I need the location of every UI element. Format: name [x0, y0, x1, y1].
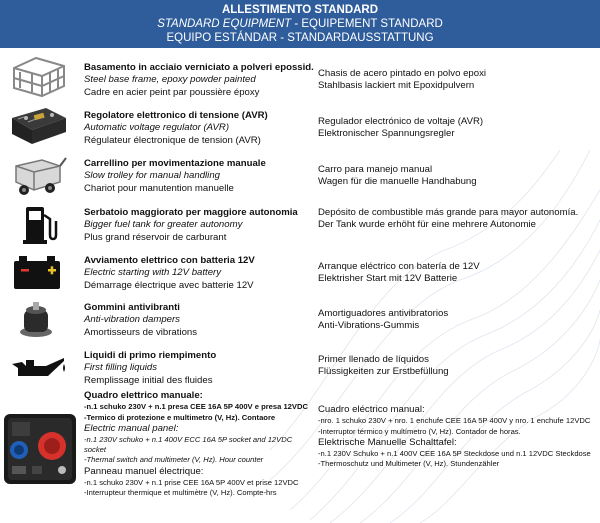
header-banner — [0, 0, 600, 48]
item-title-fr: Plus grand réservoir de carburant — [84, 231, 227, 243]
item-title-fr: Cadre en acier peint par poussière époxy — [84, 86, 260, 98]
list-item — [0, 201, 600, 251]
item-title-en: Anti-vibration dampers — [84, 314, 180, 326]
item-title-en: Bigger fuel tank for greater autonomy — [84, 219, 243, 231]
item-title-es: Carro para manejo manual — [318, 164, 433, 175]
item-title-es: Amortiguadores antivibratorios — [318, 308, 449, 319]
item-title-de: Elektrisher Start mit 12V Batterie — [318, 273, 458, 285]
list-item-panel — [0, 390, 600, 523]
trolley-icon — [6, 154, 70, 198]
item-title-de: Anti-Vibrations-Gummis — [318, 320, 420, 332]
panel-title-de: Elektrische Manuelle Schalttafel: — [318, 436, 457, 448]
panel-line-es-2: -Interruptor térmico y multímetro (V, Hz). Contador de horas. — [318, 426, 521, 436]
panel-title-es: Cuadro eléctrico manual: — [318, 404, 425, 415]
battery-icon — [6, 253, 70, 293]
steel-frame-icon — [6, 52, 70, 98]
oil-can-icon — [6, 350, 70, 388]
item-title-fr: Régulateur électronique de tension (AVR) — [84, 134, 261, 146]
list-item — [0, 346, 600, 390]
item-title-de: Flüssigkeiten zur Erstbefüllung — [318, 366, 449, 378]
item-title-fr: Remplissage initial des fluides — [84, 374, 213, 386]
item-title-en: Electric starting with 12V battery — [84, 267, 222, 279]
item-title-it: Serbatoio maggiorato per maggiore autonomia — [84, 207, 298, 218]
item-title-it: Basamento in acciaio verniciato a polveri epossid. — [84, 62, 314, 73]
panel-line-fr-2: -Interrupteur thermique et multimètre (V, Hz). Compte-hrs — [84, 488, 277, 498]
header-title: ALLESTIMENTO STANDARD — [221, 4, 379, 16]
panel-line-fr-1: -n.1 schuko 230V + n.1 prise CEE 16A 5P 400V et prise 12VDC — [84, 477, 299, 487]
header-subtitle-italic: STANDARD EQUIPMENT — [157, 18, 292, 30]
list-item — [0, 251, 600, 299]
item-title-de: Wagen für die manuelle Handhabung — [318, 176, 477, 188]
avr-icon — [6, 104, 70, 148]
item-title-de: Der Tank wurde erhöht für eine mehrere Autonomie — [318, 219, 536, 231]
item-title-it: Gommini antivibranti — [84, 302, 180, 313]
control-panel-icon — [2, 412, 78, 486]
item-title-fr: Amortisseurs de vibrations — [84, 326, 198, 338]
item-title-fr: Démarrage électrique avec batterie 12V — [84, 279, 254, 291]
panel-line-en-1: -n.1 230V schuko + n.1 400V ECC 16A 5P socket and 12VDC socket — [84, 435, 293, 455]
header-subtitle-2: EQUIPO ESTÁNDAR - STANDARDAUSSTATTUNG — [166, 32, 434, 44]
item-title-en: First filling liquids — [84, 362, 158, 374]
panel-title-fr: Panneau manuel électrique: — [84, 465, 204, 477]
item-title-es: Depósito de combustible más grande para mayor autonomía. — [318, 207, 579, 218]
vibration-damper-icon — [6, 300, 70, 342]
item-title-es: Arranque eléctrico con batería de 12V — [318, 261, 480, 272]
item-title-de: Stahlbasis lackiert mit Epoxidpulvern — [318, 80, 475, 92]
item-title-es: Regulador electrónico de voltaje (AVR) — [318, 116, 484, 127]
item-title-en: Automatic voltage regulator (AVR) — [84, 122, 230, 134]
header-subtitle-rest: - EQUIPEMENT STANDARD — [291, 18, 443, 30]
item-title-it: Liquidi di primo riempimento — [84, 350, 217, 361]
item-title-it: Carrellino per movimentazione manuale — [84, 158, 266, 169]
item-title-es: Chasis de acero pintado en polvo epoxi — [318, 68, 487, 79]
header-subtitle — [0, 17, 600, 31]
list-item — [0, 102, 600, 152]
panel-title-en: Electric manual panel: — [84, 422, 179, 434]
panel-line-en-2: -Thermal switch and multimeter (V, Hz). Hour counter — [84, 455, 264, 465]
panel-line-es-1: -nro. 1 schuko 230V + nro. 1 enchufe CEE 16A 5P 400V y nro. 1 enchufe 12VDC — [318, 416, 591, 426]
item-title-it: Avviamento elettrico con batteria 12V — [84, 255, 255, 266]
fuel-pump-icon — [6, 203, 70, 247]
panel-title-it: Quadro elettrico manuale: — [84, 390, 203, 401]
panel-line-de-1: -n.1 230V Schuko + n.1 400V CEE 16A 5P Steckdose und n.1 12VDC Steckdose — [318, 449, 591, 458]
item-title-en: Steel base frame, epoxy powder painted — [84, 74, 256, 86]
item-title-fr: Chariot pour manutention manuelle — [84, 182, 234, 194]
panel-line-de-2: -Thermoschutz und Multimeter (V, Hz). Stundenzähler — [318, 459, 500, 469]
item-title-en: Slow trolley for manual handling — [84, 170, 220, 182]
list-item — [0, 152, 600, 202]
list-item — [0, 298, 600, 346]
panel-line-it-2: -Termico di protezione e multimetro (V, Hz). Contaore — [84, 412, 276, 422]
panel-line-it-1: -n.1 schuko 230V + n.1 presa CEE 16A 5P 400V e presa 12VDC — [84, 402, 308, 412]
item-title-de: Elektronischer Spannungsregler — [318, 128, 455, 140]
item-title-it: Regolatore elettronico di tensione (AVR) — [84, 110, 268, 121]
item-title-es: Primer llenado de líquidos — [318, 354, 429, 365]
list-item — [0, 52, 600, 102]
